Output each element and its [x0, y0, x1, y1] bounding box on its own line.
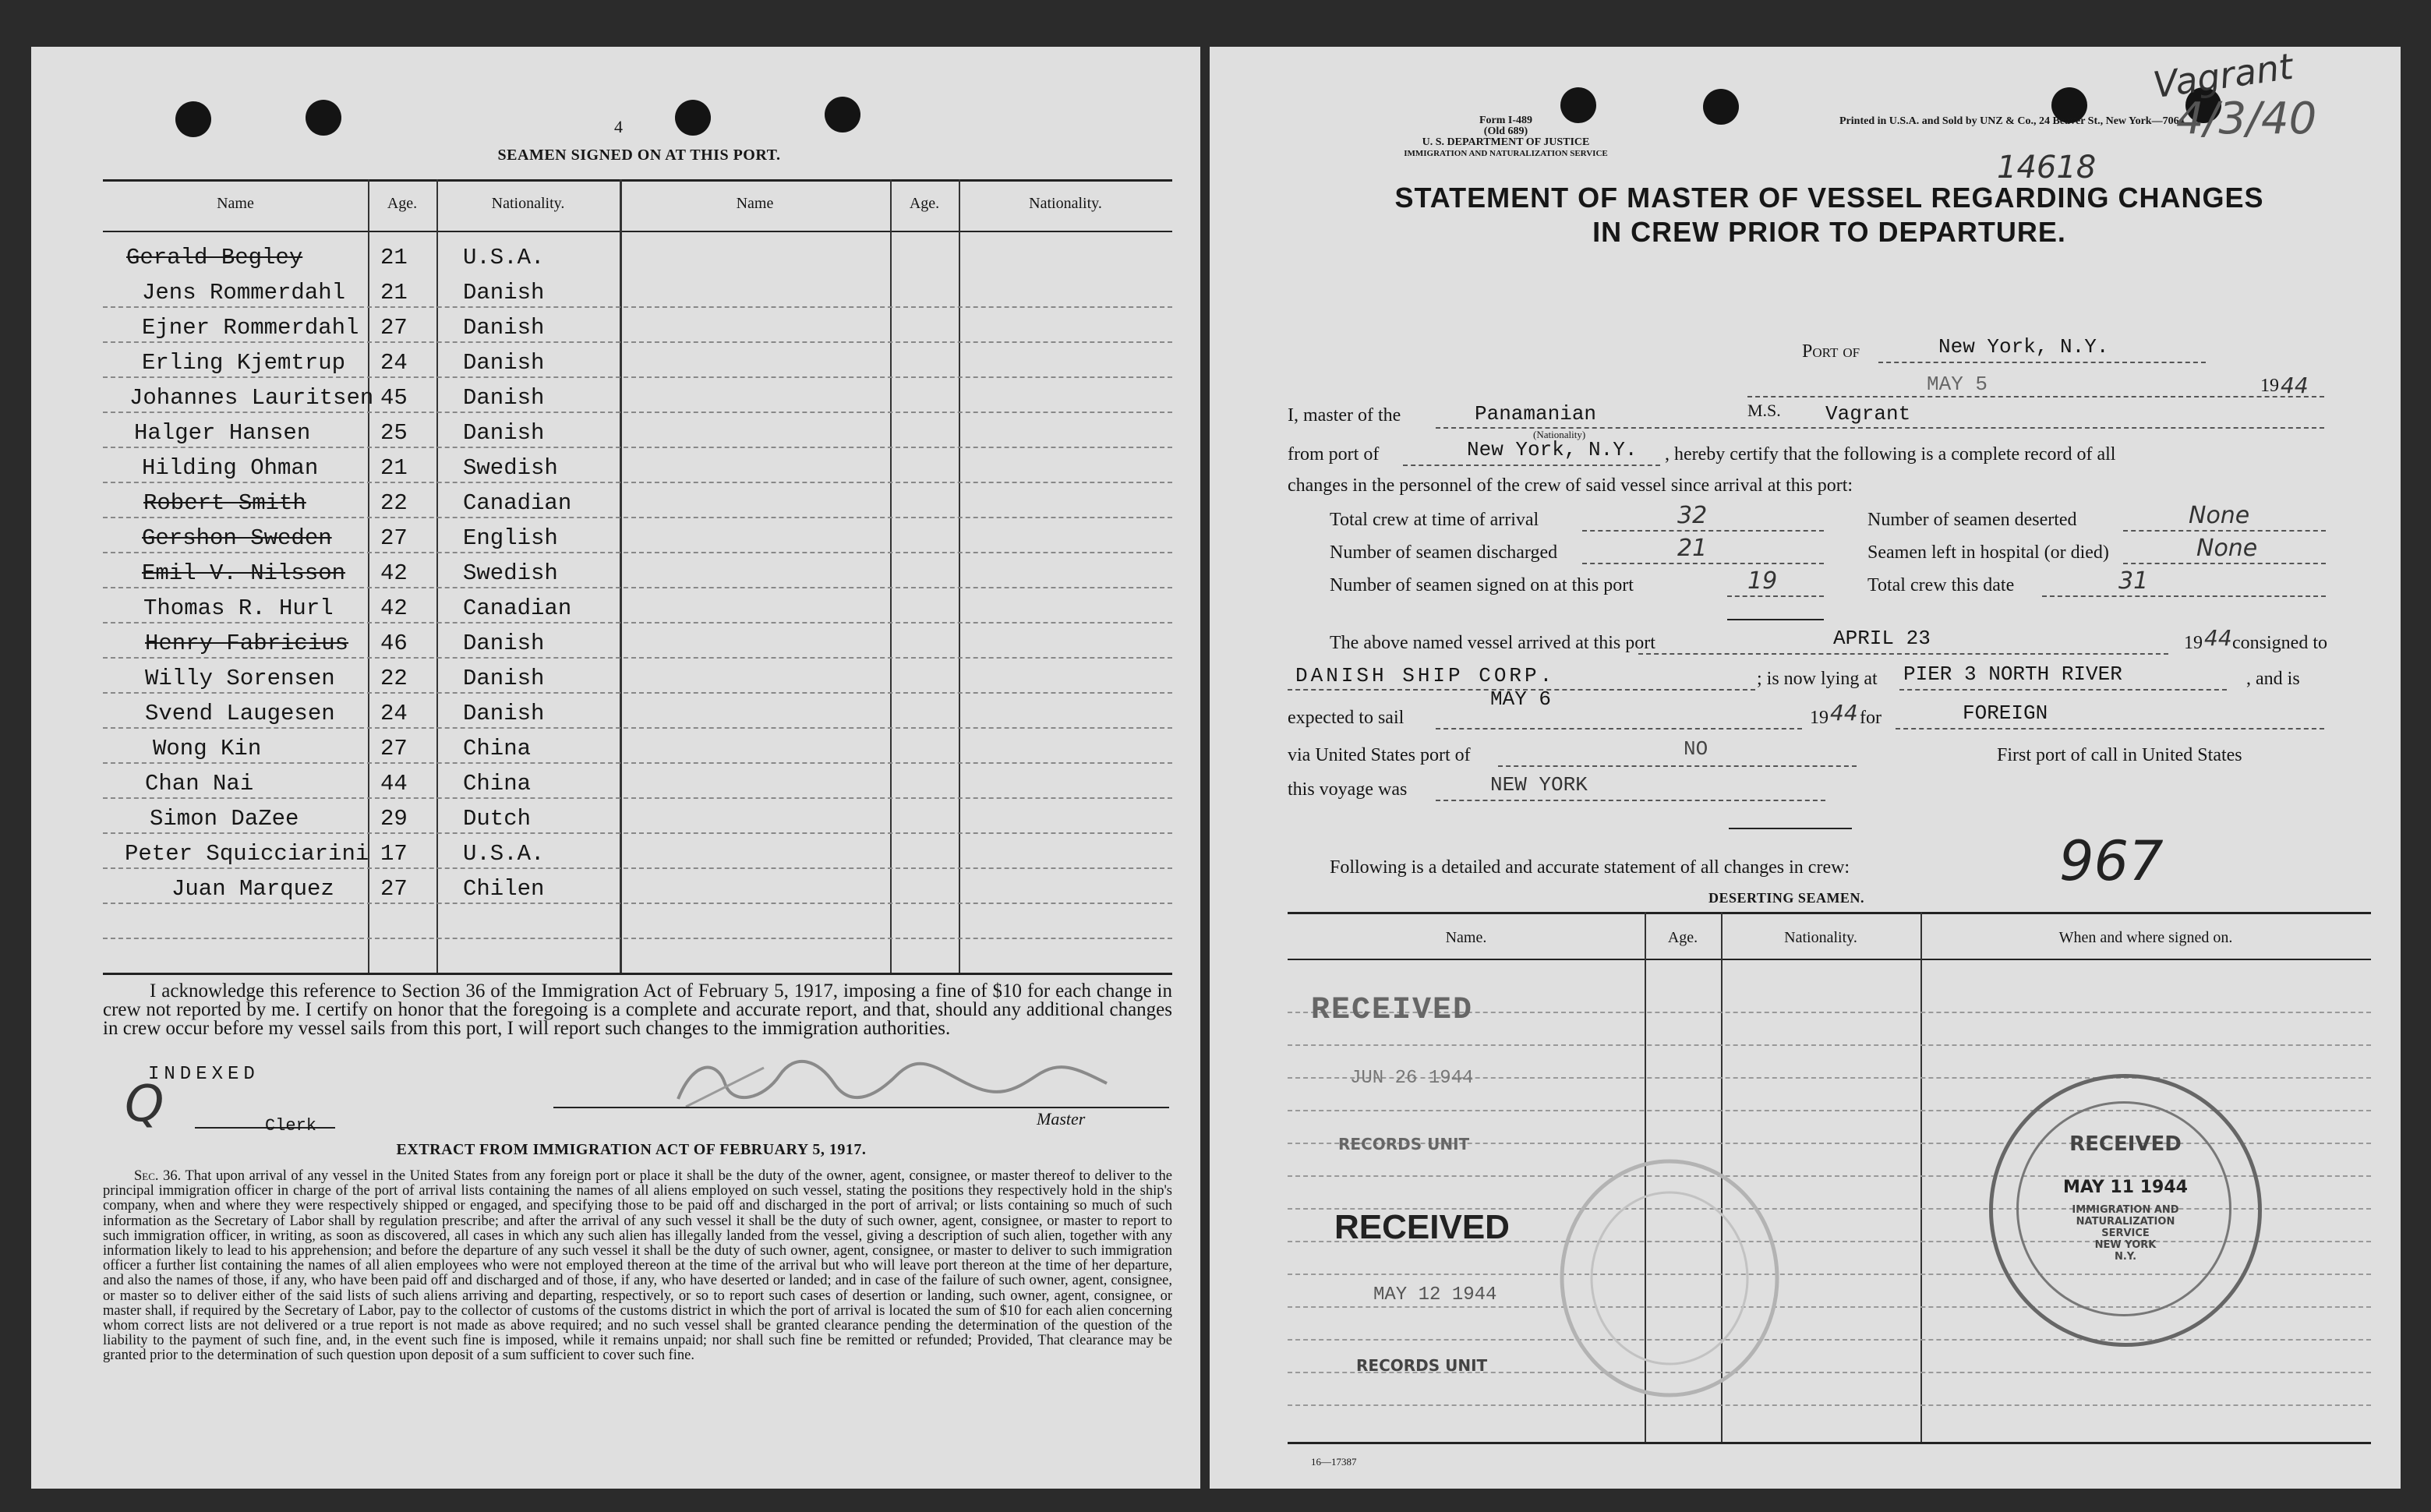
row-rule [103, 797, 1172, 799]
round-stamp-line: N.Y. [2114, 1251, 2137, 1263]
from-port-label: from port of [1288, 444, 1380, 465]
crew-nationality: China [463, 736, 532, 761]
punch-hole [675, 100, 711, 136]
voyage-underline [1729, 828, 1852, 829]
total-crew-arrival-value: 32 [1677, 502, 1708, 529]
row-rule [103, 692, 1172, 694]
desert-column-signed-on: When and where signed on. [2058, 929, 2233, 946]
arrived-label: The above named vessel arrived at this port [1330, 633, 1655, 653]
total-crew-date-value: 31 [2118, 567, 2149, 595]
acknowledgement-text: I acknowledge this reference to Section 36 of the Immigration Act of February 5, 1917, imposing a fine of $10 for each change in crew not reported by me. I certify on honor that the foregoing is a complete and accurate report, and that, should any additional changes in crew occur before my vessel sails from this port, I will report such changes to the immigration authorities. [103, 980, 1172, 1039]
extract-body [103, 1169, 1172, 1364]
crew-nationality: Danish [463, 420, 545, 446]
row-rule [1288, 1339, 2371, 1341]
extract-title: EXTRACT FROM IMMIGRATION ACT OF FEBRUARY 5, 1917. [396, 1141, 867, 1158]
round-stamp-line: SERVICE [2101, 1228, 2150, 1239]
row-rule [103, 622, 1172, 624]
arrived-year-value: 44 [2204, 625, 2232, 651]
punch-hole [306, 100, 341, 136]
signed-on-value: 19 [1747, 567, 1778, 595]
row-rule [1288, 1404, 2371, 1406]
total-crew-arrival-label: Total crew at time of arrival [1330, 510, 1539, 530]
round-stamp-text [1993, 1204, 2258, 1263]
crew-name: Thomas R. Hurl [143, 595, 334, 621]
from-port-line [1403, 465, 1660, 466]
expected-label: expected to sail [1288, 708, 1405, 728]
round-stamp-received: RECEIVED [2069, 1132, 2182, 1156]
punch-hole [175, 101, 211, 137]
expected-year-prefix: 19 [1810, 708, 1829, 728]
crew-age: 24 [380, 350, 408, 376]
footer-code: 16—17387 [1311, 1456, 1357, 1468]
desert-table-top-rule [1288, 912, 2371, 914]
deserted-value: None [2189, 502, 2250, 529]
right-page [1210, 44, 2401, 1489]
crew-nationality: Chilen [463, 876, 545, 902]
crew-age: 27 [380, 736, 408, 761]
expected-value: MAY 6 [1490, 687, 1552, 711]
row-rule [103, 552, 1172, 553]
crew-name: Svend Laugesen [145, 701, 335, 726]
crew-nationality: Canadian [463, 595, 572, 621]
crew-nationality: Dutch [463, 806, 532, 832]
signed-on-underline [1727, 619, 1824, 620]
row-rule [103, 341, 1172, 343]
crew-nationality: U.S.A. [463, 245, 545, 270]
port-of-line [1878, 362, 2206, 363]
crew-name: Robert Smith [143, 490, 306, 516]
discharged-label: Number of seamen discharged [1330, 542, 1558, 563]
row-rule [103, 306, 1172, 308]
expected-year-value: 44 [1830, 700, 1858, 726]
crew-age: 22 [380, 490, 408, 516]
desert-column-name: Name. [1445, 929, 1487, 946]
signed-on-line [1727, 595, 1824, 597]
clerk-initials: Q [125, 1076, 164, 1133]
hospital-value: None [2196, 535, 2258, 562]
table-top-rule [103, 179, 1172, 182]
voyage-value: NEW YORK [1490, 773, 1588, 797]
row-rule [103, 376, 1172, 378]
destination-value: FOREIGN [1963, 701, 2048, 725]
department: U. S. DEPARTMENT OF JUSTICE [1422, 136, 1590, 148]
date-line [1747, 396, 2324, 397]
deserting-title: DESERTING SEAMEN. [1708, 890, 1864, 906]
received-stamp: RECEIVED [1334, 1208, 1510, 1246]
crew-name: Chan Nai [145, 771, 254, 797]
lying-line [1899, 689, 2227, 691]
crew-name: Halger Hansen [134, 420, 311, 446]
total-crew-date-line [2042, 595, 2326, 597]
punch-hole [1703, 89, 1739, 125]
crew-age: 45 [380, 385, 408, 411]
voyage-line [1436, 800, 1825, 801]
master-of-label: I, master of the [1288, 405, 1401, 426]
via-label: via United States port of [1288, 745, 1471, 765]
table-bottom-rule [103, 973, 1172, 975]
row-rule [103, 517, 1172, 518]
column-divider [959, 179, 960, 973]
deserted-label: Number of seamen deserted [1867, 510, 2077, 530]
form-header [1389, 115, 1623, 159]
crew-age: 44 [380, 771, 408, 797]
desert-table-bottom-rule [1288, 1442, 2371, 1444]
crew-age: 17 [380, 841, 408, 867]
desert-column-nationality: Nationality. [1784, 929, 1857, 946]
indexed-stamp: INDEXED [148, 1064, 260, 1085]
crew-name: Henry Fabricius [145, 631, 349, 656]
row-rule [103, 832, 1172, 834]
crew-name: Jens Rommerdahl [142, 280, 346, 306]
consignee-value: DANISH SHIP CORP. [1295, 664, 1556, 687]
crew-nationality: U.S.A. [463, 841, 545, 867]
section-label: Sec. 36. [134, 1168, 182, 1184]
crew-nationality: Danish [463, 666, 545, 691]
crew-name: Willy Sorensen [145, 666, 335, 691]
master-signature [670, 1052, 1138, 1115]
service: IMMIGRATION AND NATURALIZATION SERVICE [1404, 149, 1608, 158]
crew-age: 22 [380, 666, 408, 691]
crew-nationality: Danish [463, 280, 545, 306]
punch-hole [825, 97, 860, 132]
nationality-value: Panamanian [1475, 402, 1597, 426]
row-rule [103, 412, 1172, 413]
handwritten-vessel-name: Vagrant [2150, 44, 2296, 107]
crew-age: 27 [380, 525, 408, 551]
records-unit-stamp: RECORDS UNIT [1338, 1135, 1470, 1153]
hospital-label: Seamen left in hospital (or died) [1867, 542, 2109, 563]
crew-name: Hilding Ohman [142, 455, 319, 481]
section-title: SEAMEN SIGNED ON AT THIS PORT. [497, 147, 781, 164]
column-divider [620, 179, 622, 973]
crew-name: Gerald Begley [126, 245, 303, 270]
and-is-label: , and is [2246, 669, 2300, 689]
following-label: Following is a detailed and accurate statement of all changes in crew: [1330, 857, 1850, 878]
form-old-number: (Old 689) [1483, 125, 1528, 137]
crew-age: 42 [380, 595, 408, 621]
crew-name: Gershon Sweden [142, 525, 332, 551]
row-rule [103, 482, 1172, 483]
desert-column-age: Age. [1667, 929, 1698, 946]
crew-age: 27 [380, 876, 408, 902]
page-number: 4 [614, 117, 623, 136]
crew-nationality: Canadian [463, 490, 572, 516]
vessel-name: Vagrant [1825, 402, 1911, 426]
round-stamp-line: NEW YORK [2094, 1239, 2157, 1251]
crew-nationality: Danish [463, 385, 545, 411]
row-rule [103, 867, 1172, 869]
via-value: NO [1684, 737, 1708, 761]
crew-name: Juan Marquez [171, 876, 334, 902]
crew-age: 21 [380, 455, 408, 481]
clerk-label: Clerk [265, 1116, 317, 1136]
crew-name: Emil V. Nilsson [142, 560, 346, 586]
circular-received-stamp [1989, 1074, 2262, 1347]
crew-nationality: English [463, 525, 558, 551]
crew-age: 21 [380, 245, 408, 270]
received-stamp-date: JUN 26 1944 [1350, 1068, 1474, 1089]
consigned-label: consigned to [2232, 633, 2327, 653]
desert-table-header-rule [1288, 959, 2371, 960]
row-rule [103, 903, 1172, 904]
row-rule [103, 657, 1172, 659]
lying-label: ; is now lying at [1757, 669, 1878, 689]
round-stamp-line: NATURALIZATION [2076, 1216, 2175, 1228]
date-value: MAY 5 [1927, 373, 1988, 396]
year-prefix: 19 [2260, 376, 2279, 396]
master-signature-line [553, 1107, 1169, 1108]
column-header-nationality: Nationality. [1029, 195, 1102, 212]
crew-age: 27 [380, 315, 408, 341]
voyage-label: this voyage was [1288, 779, 1408, 800]
discharged-value: 21 [1677, 535, 1708, 562]
crew-age: 24 [380, 701, 408, 726]
column-header-name: Name [217, 195, 254, 212]
handwritten-mark: 4/3/40 [2176, 94, 2317, 144]
column-header-name: Name [736, 195, 774, 212]
crew-age: 42 [380, 560, 408, 586]
crew-age: 25 [380, 420, 408, 446]
total-crew-arrival-line [1582, 530, 1824, 532]
certify-text: , hereby certify that the following is a complete record of all [1665, 444, 2116, 465]
arrived-value: APRIL 23 [1833, 627, 1931, 650]
total-crew-date-label: Total crew this date [1867, 575, 2015, 595]
round-stamp-line: IMMIGRATION AND [2072, 1204, 2179, 1216]
table-header-rule [103, 231, 1172, 232]
arrived-year-prefix: 19 [2184, 633, 2203, 653]
column-header-age: Age. [909, 195, 940, 212]
crew-nationality: Danish [463, 350, 545, 376]
crew-name: Ejner Rommerdahl [142, 315, 359, 341]
lying-value: PIER 3 NORTH RIVER [1903, 662, 2122, 686]
form-title [1288, 181, 2371, 249]
nationality-caption: (Nationality) [1533, 429, 1586, 440]
expected-line [1436, 728, 1802, 730]
crew-nationality: Swedish [463, 455, 558, 481]
from-port-value: New York, N.Y. [1467, 438, 1638, 461]
round-stamp-date: MAY 11 1944 [2063, 1178, 2188, 1197]
column-divider [436, 179, 438, 973]
row-rule [103, 938, 1172, 939]
master-label: Master [1037, 1109, 1086, 1129]
left-page [31, 47, 1200, 1489]
crew-age: 21 [380, 280, 408, 306]
destination-line [1896, 728, 2324, 730]
crew-nationality: Danish [463, 631, 545, 656]
handwritten-file-number: 14618 [1997, 150, 2097, 185]
crew-age: 29 [380, 806, 408, 832]
crew-nationality: Danish [463, 701, 545, 726]
port-of-value: New York, N.Y. [1938, 335, 2109, 359]
extract-text: That upon arrival of any vessel in the United States from any foreign port or place it shall be the duty of the owner, agent, consignee, or master thereof to deliver to the principal immigration officer in charge of the port of arrival lists containing the names of all aliens employed on such vessel, stating the positions they respectively hold in the ship's company, when and where they were respectively shipped or engaged, and specifying those to be paid off and discharged in the port of arrival; or lists containing so much of such information as the Secretary of Labor shall by regulation prescribe; and after the arrival of any such vessel it shall be the duty of such owner, agent, consignee, or master to report to such immigration officer, in writing, as soon as discovered, all cases in which any such alien has illegally landed from the vessel, giving a description of such alien, together with any information likely to lead to his apprehension; and before the departure of any such vessel it shall be the duty of such owner, agent, consignee, or master to deliver to such immigration officer a further list containing the names of all alien employees who were not employed thereon at the time of the arrival but who will leave port thereon at the time of her departure, and also the names of those, if any, who have been paid off and discharged and of those, if any, who have deserted or landed; and in case of the failure of such owner, agent, consignee, or master so to deliver either of the said lists of such aliens arriving and departing, respectively, or so to report such cases of desertion or landing, such owner, agent, consignee, or master shall, if required by the Secretary of Labor, pay to the collector of customs of the customs district in which the port of arrival is located the sum of $10 for each alien concerning whom correct lists are not delivered or a true report is not made as above required; and no such vessel shall be granted clearance pending the determination of the question of the liability to the payment of such fine, and, in the event such fine is imposed, while it remains unpaid; nor shall such fine be remitted or refunded; Provided, That clearance may be granted prior to the determination of such question upon deposit of a sum sufficient to cover such fine. [103, 1168, 1172, 1364]
printed-by: Printed in U.S.A. and Sold by UNZ & Co., 24 Beaver St., New York—7064 [1839, 115, 2185, 127]
port-of-label: Port of [1802, 341, 1860, 362]
deserted-line [2123, 530, 2326, 532]
row-rule [1288, 1044, 2371, 1046]
crew-name: Peter Squicciarini [125, 841, 369, 867]
crew-name: Wong Kin [153, 736, 262, 761]
year-value: 44 [2281, 373, 2309, 398]
column-divider [1920, 912, 1922, 1442]
column-header-age: Age. [387, 195, 418, 212]
row-rule [103, 762, 1172, 764]
column-header-nationality: Nationality. [491, 195, 565, 212]
received-stamp-date: MAY 12 1944 [1373, 1284, 1497, 1305]
first-port-label: First port of call in United States [1997, 745, 2242, 765]
crew-nationality: Swedish [463, 560, 558, 586]
signed-on-label: Number of seamen signed on at this port [1330, 575, 1634, 595]
crew-name: Erling Kjemtrup [142, 350, 346, 376]
form-title-line2: IN CREW PRIOR TO DEPARTURE. [1592, 216, 2066, 248]
faint-circular-stamp [1553, 1153, 1786, 1403]
arrived-line [1638, 653, 2168, 655]
via-line [1498, 765, 1857, 767]
form-title-line1: STATEMENT OF MASTER OF VESSEL REGARDING CHANGES [1394, 182, 2264, 214]
column-divider [890, 179, 892, 973]
hospital-line [2123, 563, 2326, 564]
crew-nationality: China [463, 771, 532, 797]
row-rule [103, 447, 1172, 448]
handwritten-code: 967 [2059, 829, 2164, 893]
discharged-line [1582, 563, 1824, 564]
row-rule [103, 727, 1172, 729]
vessel-type: M.S. [1747, 401, 1781, 420]
form-number: Form I-489 [1479, 115, 1533, 126]
changes-text: changes in the personnel of the crew of said vessel since arrival at this port: [1288, 475, 1853, 496]
crew-age: 46 [380, 631, 408, 656]
records-unit-stamp: RECORDS UNIT [1356, 1356, 1488, 1375]
crew-nationality: Danish [463, 315, 545, 341]
row-rule [103, 587, 1172, 588]
crew-name: Johannes Lauritsen [129, 385, 374, 411]
received-stamp: RECEIVED [1311, 993, 1474, 1028]
for-label: for [1860, 708, 1882, 728]
crew-name: Simon DaZee [150, 806, 299, 832]
